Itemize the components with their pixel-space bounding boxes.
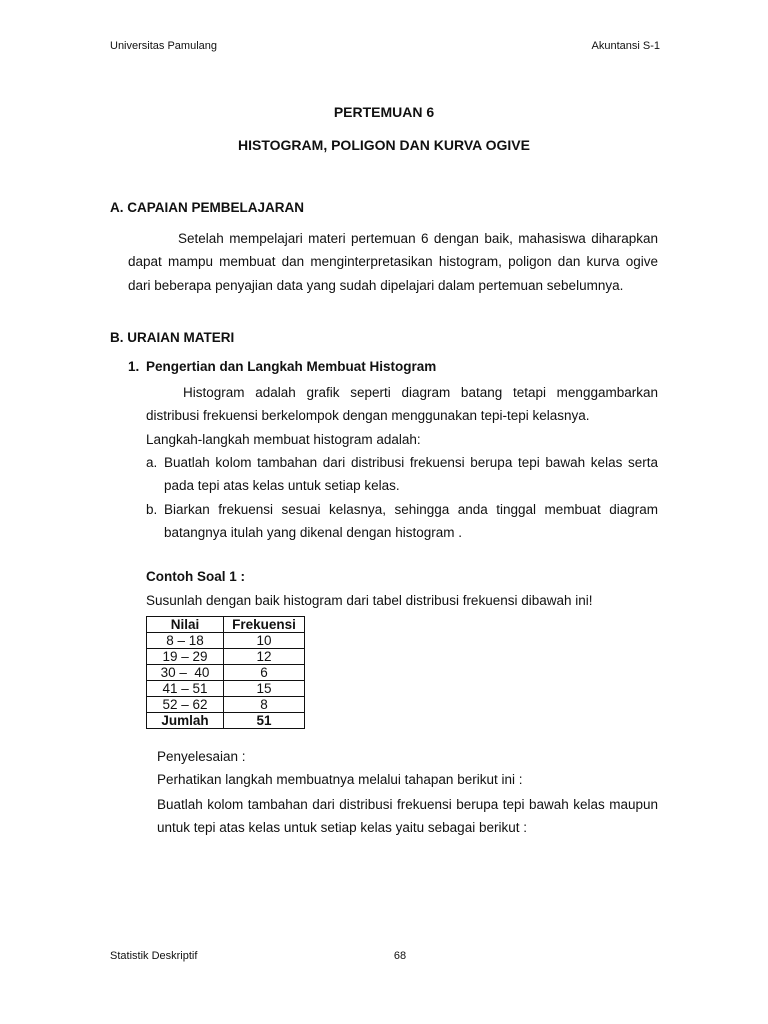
step-item	[146, 451, 658, 498]
section-a-paragraph: Setelah mempelajari materi pertemuan 6 dengan baik, mahasiswa diharapkan dapat mampu membuat dan menginterpretasikan histogram, poligon dan kurva ogive dari beberapa penyajian data yang sudah dipelajari dalam pertemuan sebelumnya.	[128, 231, 658, 293]
cell-frekuensi: 10	[224, 633, 305, 649]
header-nilai: Nilai	[147, 617, 224, 633]
steps-intro: Langkah-langkah membuat histogram adalah:	[146, 432, 421, 447]
example-instruction: Susunlah dengan baik histogram dari tabel distribusi frekuensi dibawah ini!	[146, 593, 593, 608]
footer-left: Statistik Deskriptif	[110, 950, 198, 962]
page-number: 68	[393, 950, 407, 962]
header-frekuensi: Frekuensi	[224, 617, 305, 633]
example-heading: Contoh Soal 1 :	[146, 569, 245, 584]
histogram-definition: Histogram adalah grafik seperti diagram batang tetapi menggambarkan distribusi frekuensi berkelompok dengan menggunakan tepi-tepi kelasnya.	[146, 385, 658, 424]
section-b-heading: B. URAIAN MATERI	[110, 330, 235, 345]
step-marker: b.	[146, 502, 158, 517]
cell-frekuensi: 8	[224, 697, 305, 713]
subsection-number: 1.	[128, 359, 140, 374]
table-row	[147, 649, 305, 665]
step-text: Buatlah kolom tambahan dari distribusi frekuensi berupa tepi bawah kelas serta pada tepi atas kelas untuk setiap kelas.	[164, 455, 658, 494]
header-left: Universitas Pamulang	[110, 40, 217, 52]
section-a-heading: A. CAPAIAN PEMBELAJARAN	[110, 200, 305, 215]
total-label: Jumlah	[147, 713, 224, 729]
table-total-row	[147, 713, 305, 729]
solution-line2: Buatlah kolom tambahan dari distribusi frekuensi berupa tepi bawah kelas maupun untuk tepi atas kelas untuk setiap kelas yaitu sebagai berikut :	[157, 797, 658, 836]
solution-line1: Perhatikan langkah membuatnya melalui tahapan berikut ini :	[157, 772, 523, 787]
table-header-row	[147, 617, 305, 633]
cell-nilai: 8 – 18	[147, 633, 224, 649]
cell-nilai: 19 – 29	[147, 649, 224, 665]
step-text: Biarkan frekuensi sesuai kelasnya, sehingga anda tinggal membuat diagram batangnya itulah yang dikenal dengan histogram .	[164, 502, 658, 541]
solution-label: Penyelesaian :	[157, 749, 246, 764]
cell-frekuensi: 12	[224, 649, 305, 665]
table-row	[147, 633, 305, 649]
cell-nilai: 41 – 51	[147, 681, 224, 697]
header-right: Akuntansi S-1	[591, 40, 660, 52]
total-value: 51	[224, 713, 305, 729]
frequency-table	[146, 616, 305, 729]
table-row	[147, 665, 305, 681]
table-row	[147, 697, 305, 713]
step-marker: a.	[146, 455, 158, 470]
cell-frekuensi: 6	[224, 665, 305, 681]
cell-frekuensi: 15	[224, 681, 305, 697]
subsection-title: Pengertian dan Langkah Membuat Histogram	[146, 359, 437, 374]
table-row	[147, 681, 305, 697]
cell-nilai: 52 – 62	[147, 697, 224, 713]
topic-title: HISTOGRAM, POLIGON DAN KURVA OGIVE	[238, 137, 530, 153]
meeting-title: PERTEMUAN 6	[333, 104, 435, 120]
step-item	[146, 498, 658, 545]
cell-nilai: 30 – 40	[147, 665, 224, 681]
